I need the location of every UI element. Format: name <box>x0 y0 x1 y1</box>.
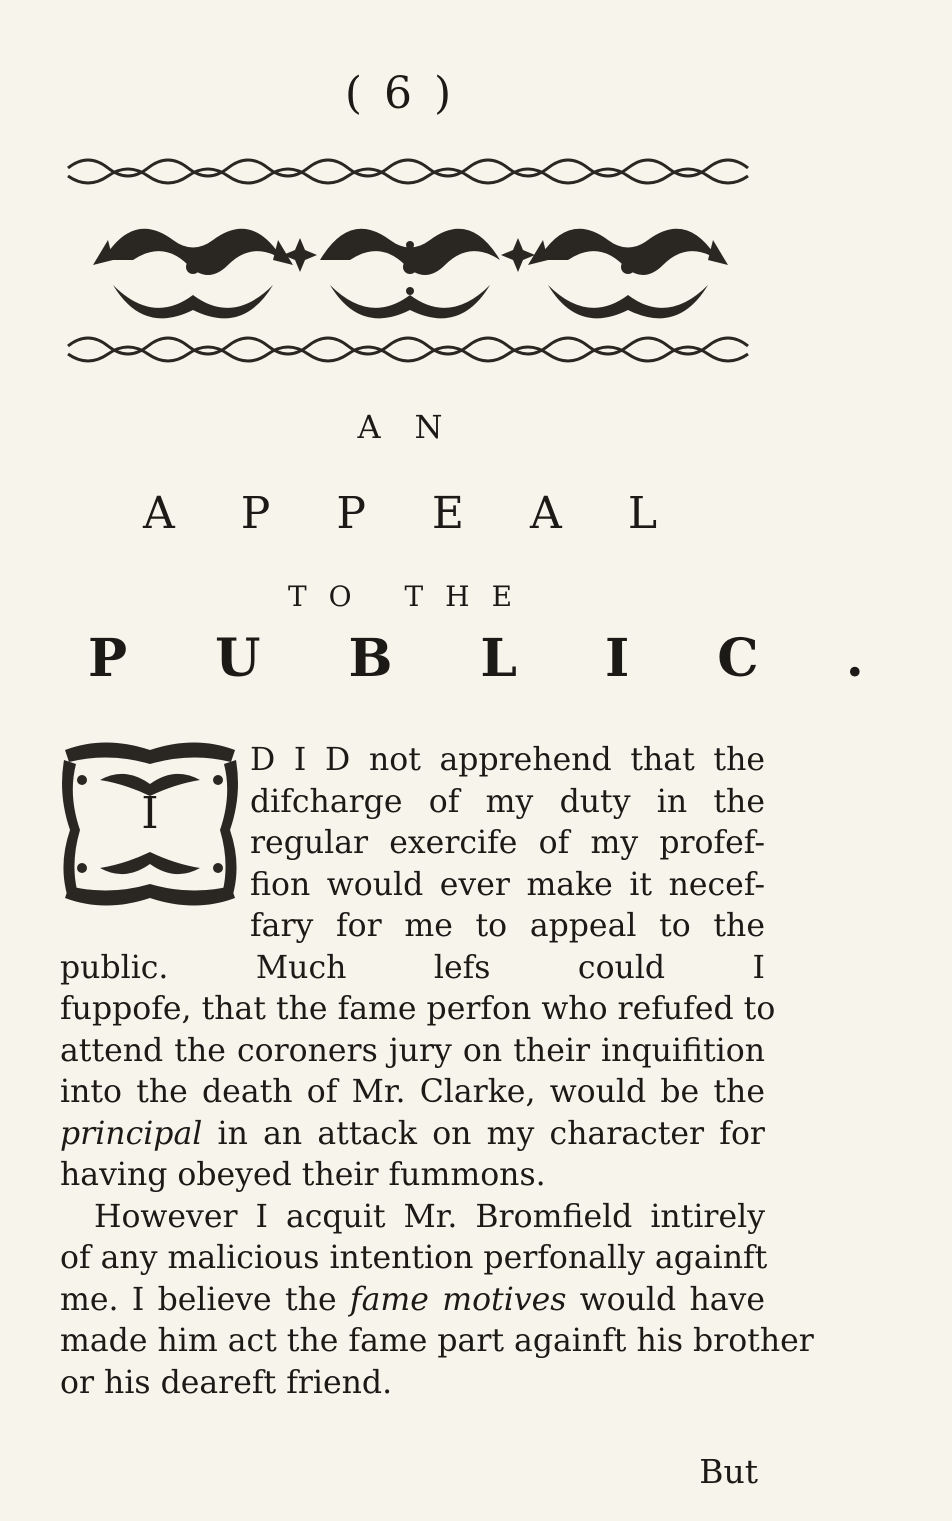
text-line: regular exercife of my profef- <box>250 825 765 861</box>
text-line <box>60 1114 765 1156</box>
text-line: attend the coroners jury on their inquifition <box>60 1032 765 1069</box>
catchword: But <box>699 1452 758 1491</box>
text-line: fuppofe, that the fame perfon who refufed to <box>60 991 776 1027</box>
text-fragment: would have <box>566 1281 765 1318</box>
title-an: AN <box>357 408 477 446</box>
body-text <box>60 740 814 1404</box>
text-fragment: me. I believe the <box>60 1281 350 1318</box>
ornamental-initial <box>60 740 240 908</box>
italic-word: principal <box>60 1115 203 1152</box>
title-appeal: APPEAL <box>142 488 724 539</box>
page-number: ( 6 ) <box>344 68 456 119</box>
text-line: of any malicious intention perfonally againft <box>60 1240 768 1276</box>
title-to-the: TO THE <box>287 580 535 613</box>
text-line <box>60 1280 765 1322</box>
text-line: However I acquit Mr. Bromfield intirely <box>94 1198 765 1235</box>
text-line: made him act the fame part againft his brother <box>60 1323 814 1359</box>
text-line: public. Much lefs could I <box>60 949 765 986</box>
text-line: or his deareft friend. <box>60 1364 393 1401</box>
title-public: PUBLIC. <box>88 628 952 689</box>
paragraph-2 <box>60 1197 814 1405</box>
text-line: into the death of Mr. Clarke, would be the <box>60 1074 765 1110</box>
text-line: difcharge of my duty in the <box>250 783 765 820</box>
text-line: D I D not apprehend that the <box>250 742 765 778</box>
initial-letter: I <box>141 788 159 839</box>
text-line: having obeyed their fummons. <box>60 1157 546 1193</box>
ornament-band <box>58 150 763 370</box>
text-line: fion would ever make it necef- <box>250 866 765 903</box>
text-line: fary for me to appeal to the <box>250 908 765 944</box>
text-fragment: in an attack on my character for <box>202 1115 765 1152</box>
italic-phrase: fame motives <box>349 1281 567 1318</box>
